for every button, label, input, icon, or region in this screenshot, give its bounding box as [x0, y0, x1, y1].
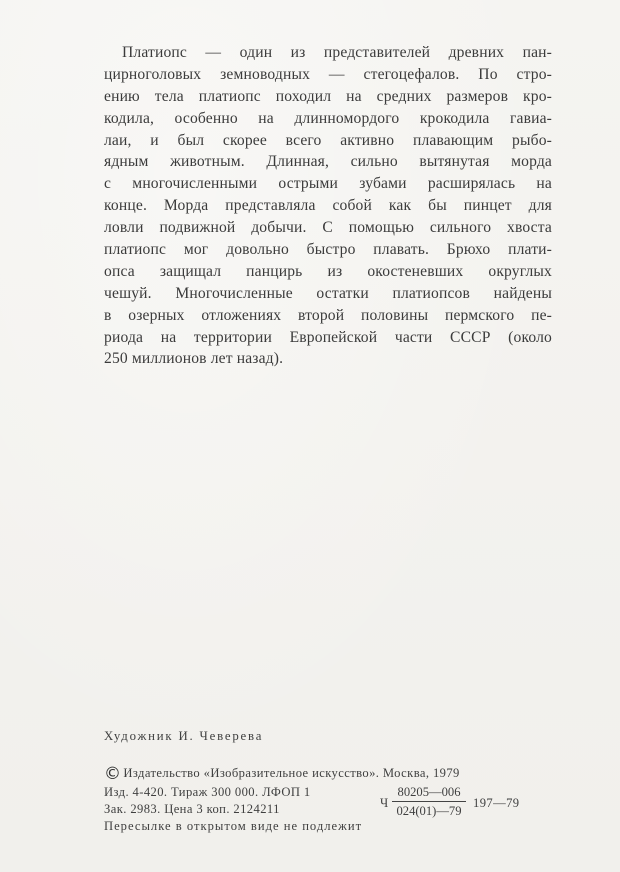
text-line: Платиопс — один из представителей древних пан-	[122, 44, 552, 61]
fraction-bar	[392, 801, 466, 802]
text-line: опса защищал панцирь из окостеневших округлых	[104, 262, 552, 280]
text-line: в озерных отложениях второй половины пермского пе-	[104, 306, 552, 324]
mailing-note: Пересылке в открытом виде не подлежит	[104, 819, 363, 833]
publisher-line	[104, 764, 544, 784]
publisher-text: Издательство «Изобразительное искусство». Москва, 1979	[123, 766, 460, 780]
text-line: 250 миллионов лет назад).	[104, 350, 284, 368]
index-fraction	[392, 784, 466, 819]
edition-info: Изд. 4-420. Тираж 300 000. ЛФОП 1	[104, 785, 311, 799]
text-line: платиопс мог довольно быстро плавать. Брюхо плати-	[104, 241, 552, 259]
text-line: чешуй. Многочисленные остатки платиопсов найдены	[104, 284, 552, 302]
text-line: ядным животным. Длинная, сильно вытянутая морда	[104, 153, 552, 171]
text-line: риода на территории Европейской части СССР (около	[104, 328, 552, 346]
artist-credit: Художник И. Чеверева	[104, 729, 264, 743]
text-line: цирноголовых земноводных — стегоцефалов. По стро-	[104, 65, 552, 83]
index-numerator: 80205—006	[397, 785, 461, 799]
copyright-icon: ©	[104, 764, 122, 784]
description-text	[104, 42, 552, 370]
publication-index	[380, 784, 530, 824]
index-prefix: Ч	[380, 796, 389, 810]
text-line: конце. Морда представляла собой как бы пинцет для	[104, 197, 552, 215]
text-line: ению тела платиопс походил на средних размеров кро-	[104, 87, 552, 105]
text-line: лаи, и был скорее всего активно плавающим рыбо-	[104, 131, 552, 149]
text-line: с многочисленными острыми зубами расширялась на	[104, 175, 552, 193]
index-suffix: 197—79	[473, 796, 520, 810]
text-line: ловли подвижной добычи. С помощью сильного хвоста	[104, 219, 552, 237]
text-line: кодила, особенно на длинномордого крокодила гавиа-	[104, 109, 552, 127]
order-price-info: Зак. 2983. Цена 3 коп. 2124211	[104, 802, 280, 816]
index-denominator: 024(01)—79	[396, 804, 462, 818]
